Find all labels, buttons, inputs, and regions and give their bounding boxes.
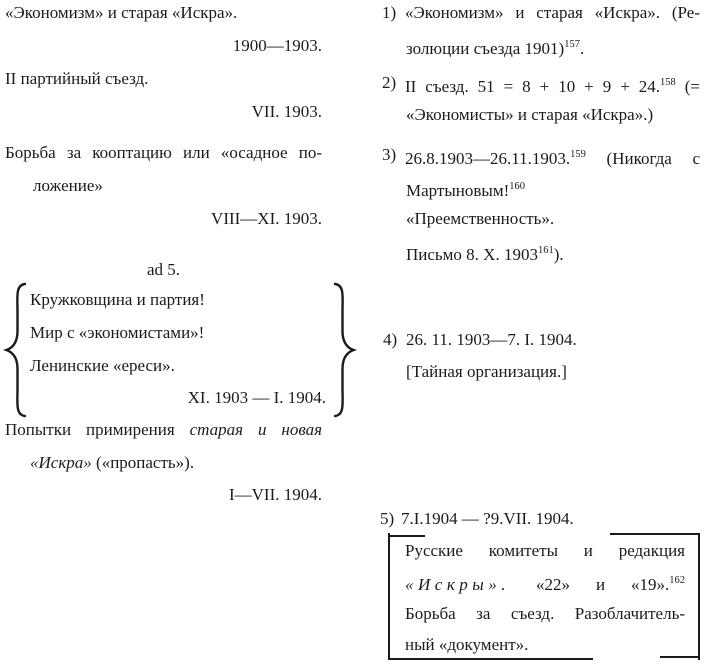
- right-item3-line1-end: (Никогда с: [585, 149, 700, 168]
- right-item5-line1: 7.I.1904 — ?9.VII. 1904.: [401, 509, 574, 528]
- footnote-ref-158: 158: [660, 77, 676, 88]
- right-item5-number: 5): [380, 509, 395, 528]
- left-brace-line1: Кружковщина и партия!: [30, 290, 205, 309]
- left-entry2-date: VII. 1903.: [251, 102, 322, 121]
- left-entry1-date: 1900—1903.: [232, 36, 322, 55]
- left-brace-line2: Мир с «экономистами»!: [30, 323, 205, 342]
- box-line2-seg2: «22»: [536, 575, 570, 594]
- footnote-ref-159: 159: [570, 149, 586, 160]
- box-line2-seg4: «19».: [631, 575, 670, 594]
- left-entry1-title: «Экономизм» и старая «Искра».: [5, 3, 238, 22]
- right-item3-number: 3): [382, 145, 397, 164]
- box-line2-iskry-italic: «Искры».: [405, 575, 511, 594]
- footnote-ref-161: 161: [537, 245, 554, 256]
- right-item3-line1: [405, 144, 700, 170]
- right-item3-line4-text: Письмо 8. X. 1903: [406, 245, 538, 264]
- box-line2: [405, 570, 685, 596]
- box-line3: Борьба за съезд. Разоблачитель-: [405, 604, 685, 623]
- right-item3-line2: [406, 176, 525, 202]
- box-border-right: [698, 533, 700, 660]
- right-item2-line1: [405, 72, 700, 98]
- emphasis-box: [388, 533, 700, 660]
- left-ad5-label: ad 5.: [146, 260, 181, 279]
- right-item1-number: 1): [382, 3, 397, 22]
- right-item1-line2-end: .: [579, 39, 585, 58]
- left-entry5-date: I—VII. 1904.: [228, 485, 322, 504]
- right-item2-line1-text: II съезд. 51 = 8 + 10 + 9 + 24.: [405, 77, 661, 96]
- box-border-top-left-segment: [389, 535, 425, 537]
- right-item4-line1: 26. 11. 1903—7. I. 1904.: [406, 330, 577, 349]
- left-entry5-line1: [5, 419, 322, 441]
- left-brace-line3: Ленинские «ереси».: [30, 356, 175, 375]
- footnote-ref-162: 162: [669, 575, 686, 586]
- right-item3-line4: [406, 240, 564, 266]
- right-item1-line1: «Экономизм» и старая «Искра». (Ре-: [405, 3, 700, 22]
- left-entry2-title: II партийный съезд.: [5, 69, 149, 88]
- right-item3-line4-end: ).: [553, 245, 564, 264]
- right-item1-line2-text: золюции съезда 1901): [406, 39, 565, 58]
- brace-right-icon: [330, 281, 358, 419]
- left-entry3-line1: Борьба за кооптацию или «осадное по-: [5, 143, 322, 162]
- left-brace-date: XI. 1903 — I. 1904.: [187, 388, 326, 407]
- left-entry3-date: VIII—XI. 1903.: [211, 209, 322, 228]
- left-entry5-line2-roman: («пропасть»).: [96, 453, 195, 472]
- left-entry5-line2-italic: «Искра»: [30, 453, 92, 472]
- box-line4: ный «документ».: [405, 635, 529, 654]
- right-item3-line1-text: 26.8.1903—26.11.1903.: [405, 149, 571, 168]
- right-item2-line2: «Экономисты» и старая «Искра».): [406, 105, 654, 124]
- box-border-bottom-right-segment: [660, 656, 700, 658]
- brace-left-icon: [2, 281, 30, 419]
- right-item2-number: 2): [382, 73, 397, 92]
- right-item4-line2: [Тайная организация.]: [406, 362, 567, 381]
- right-item4-number: 4): [383, 330, 398, 349]
- left-entry5-line1-roman: Попытки примирения: [5, 420, 175, 439]
- footnote-ref-157: 157: [564, 39, 580, 50]
- right-item3-line3: «Преемственность».: [406, 209, 555, 228]
- right-item2-line1-end: (=: [675, 77, 700, 96]
- box-border-bottom-left-segment: [388, 658, 593, 660]
- box-line1: Русские комитеты и редакция: [405, 541, 685, 560]
- box-border-top-right-segment: [610, 533, 699, 535]
- left-entry3-line2: ложение»: [33, 176, 103, 195]
- box-line2-seg3: и: [595, 575, 606, 594]
- left-entry5-line1-italic: старая и новая: [189, 420, 323, 439]
- box-border-left: [388, 533, 390, 660]
- left-entry5-line2: [30, 452, 323, 474]
- right-item1-line2: [406, 34, 584, 60]
- footnote-ref-160: 160: [509, 181, 526, 192]
- right-item3-line2-text: Мартыновым!: [406, 181, 510, 200]
